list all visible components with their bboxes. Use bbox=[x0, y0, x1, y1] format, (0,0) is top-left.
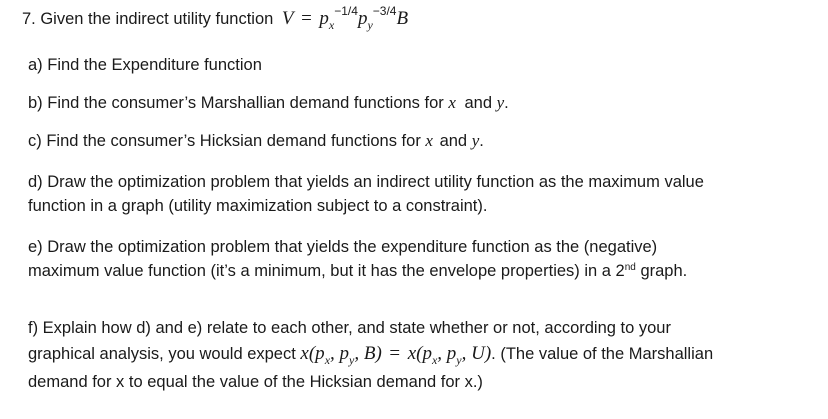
part-f-line1: f) Explain how d) and e) relate to each other, and state whether or not, according to your bbox=[28, 319, 671, 337]
part-a: a) Find the Expenditure function bbox=[28, 56, 262, 74]
part-f-line2: graphical analysis, you would expect $x(p_x$, $p_y$, $B) = x(p_x$, $p_y$, U). (The value of the Marshallian bbox=[28, 343, 714, 367]
part-d-line2: function in a graph (utility maximization subject to a constraint). bbox=[28, 197, 488, 215]
part-c: c) Find the consumer’s Hicksian demand functions for x and y. bbox=[28, 131, 484, 150]
indirect-utility-formula: $V = p_x^{-1/4}p_y^{-3/4}B$ bbox=[281, 4, 409, 32]
question-prompt: 7. Given the indirect utility function bbox=[22, 10, 274, 28]
part-e-line1: e) Draw the optimization problem that yields the expenditure function as the (negative) bbox=[28, 238, 658, 256]
part-e-line2: maximum value function (it’s a minimum, but it has the envelope properties) in a 2nd graph. bbox=[28, 262, 688, 280]
marshallian-hicksian-equation: $x(p_x$, $p_y$, $B) = x(p_x$, $p_y$, U) bbox=[300, 343, 492, 367]
question-header bbox=[22, 4, 409, 32]
part-d-line1: d) Draw the optimization problem that yields an indirect utility function as the maximum value bbox=[28, 173, 704, 191]
part-b: b) Find the consumer’s Marshallian demand functions for x and y. bbox=[28, 93, 509, 112]
part-f-line3: demand for x to equal the value of the Hicksian demand for x.) bbox=[28, 373, 483, 391]
ordinal-superscript: nd bbox=[624, 262, 636, 273]
